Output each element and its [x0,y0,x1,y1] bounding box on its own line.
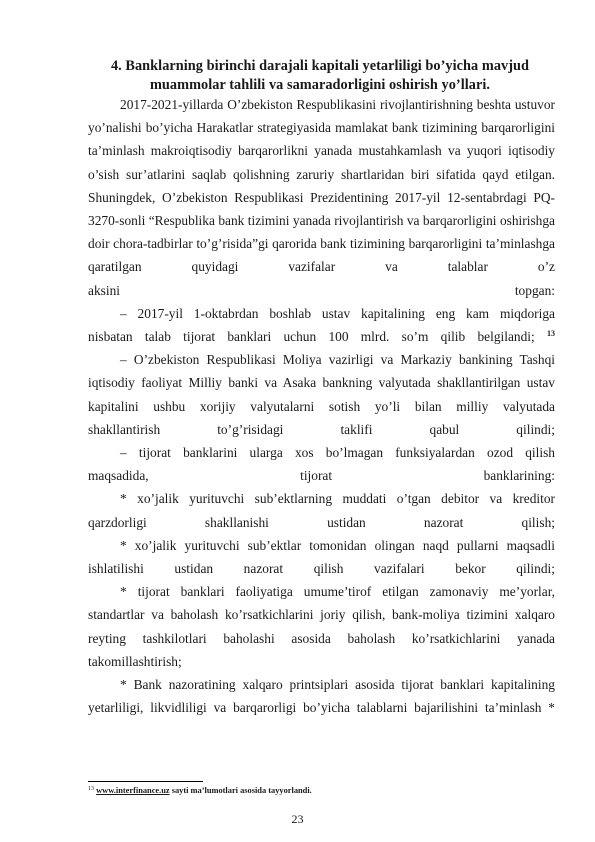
paragraph-standards: * tijorat banklari faoliyatiga umume’tirof etilgan zamonaviy me’yorlar, standartlar va baholash ko’rsatkichlarini joriy qilish, bank-moliya tizimini xalqaro reyting tashkilotlari baholashi asosida baholash ko’rsatkichlarini yanada takomillashtirish; [88,584,555,669]
section-heading-line-1: 4. Banklarning birinchi darajali kapitali yetarliligi bo’yicha mavjud [110,58,530,74]
footnote-text: sayti ma’lumotlari asosida tayyorlandi. [169,786,312,795]
footnote-separator [88,781,203,782]
paragraph-currency-capital: – O’zbekiston Respublikasi Moliya vazirligi va Markaziy bankining Tashqi iqtisodiy faoliyat Milliy banki va Asaka bankning valyutada shakllantirilgan ustav kapitalini ushbu xorijiy valyutalarni sotish yo’li bilan milliy valyutada shakllantirish to’g’risidagi taklifi qabul qilindi; [88,352,555,437]
page-number: 23 [291,812,304,826]
section-heading-line-2: muammolar tahlili va samaradorligini oshirish yo’llari. [149,77,491,93]
paragraph-functions: – tijorat banklarini ularga xos bo’lmagan funksiyalardan ozod qilish maqsadida, tijorat banklarining: [88,445,555,484]
paragraph-cash-control: * xo’jalik yurituvchi sub’ektlar tomonidan olingan naqd pullarni maqsadli ishlatilishi ustidan nazorat qilish vazifalari bekor qilindi; [88,537,555,577]
body-text [88,93,555,719]
paragraph-debt-control: * xo’jalik yurituvchi sub’ektlarning muddati o’tgan debitor va kreditor qarzdorligi shakllanishi ustidan nazorat qilish; [88,491,555,530]
footnote-link[interactable]: www.interfinance.uz [96,786,170,795]
footnote-reference: 13 [547,329,555,339]
paragraph-strategy: 2017-2021-yillarda O’zbekiston Respublikasini rivojlantirishning beshta ustuvor yo’nalishi bo’yicha Harakatlar strategiyasida mamlakat bank tizimining barqarorligini ta’minlash makroiqtisodiy barqarorlikni yanada mustahkamlash va yuqori iqtisodiy o’sish sur’atlarini saqlab qolishning zaruriy shartlaridan biri sifatida qayd etilgan. Shuningdek, O’zbekiston Respublikasi Prezidentining 2017-yil 12-sentabrdagi PQ-3270-sonli “Respublika bank tizimini yanada rivojlantirish va barqarorligini oshirishga doir chora-tadbirlar to’g’risida”gi qarorida bank tizimining barqarorligini ta’minlashga qaratilgan quyidagi vazifalar va talablar o’z aksini topgan: [88,97,555,298]
footnote [88,786,555,796]
paragraph-capital-requirement: – 2017-yil 1-oktabrdan boshlab ustav kapitalining eng kam miqdoriga nisbatan talab tijorat banklari uchun 100 mlrd. so’m qilib belgilandi; $^{13}$ [88,305,555,345]
section-heading [86,57,554,95]
footnote-number: 13 [88,786,94,792]
paragraph-supervision: * Bank nazoratining xalqaro printsiplari asosida tijorat banklari kapitalining yetarliligi, likvidliligi va barqarorligi bo’yicha talablarni bajarilishini ta’minlash * [88,677,555,716]
